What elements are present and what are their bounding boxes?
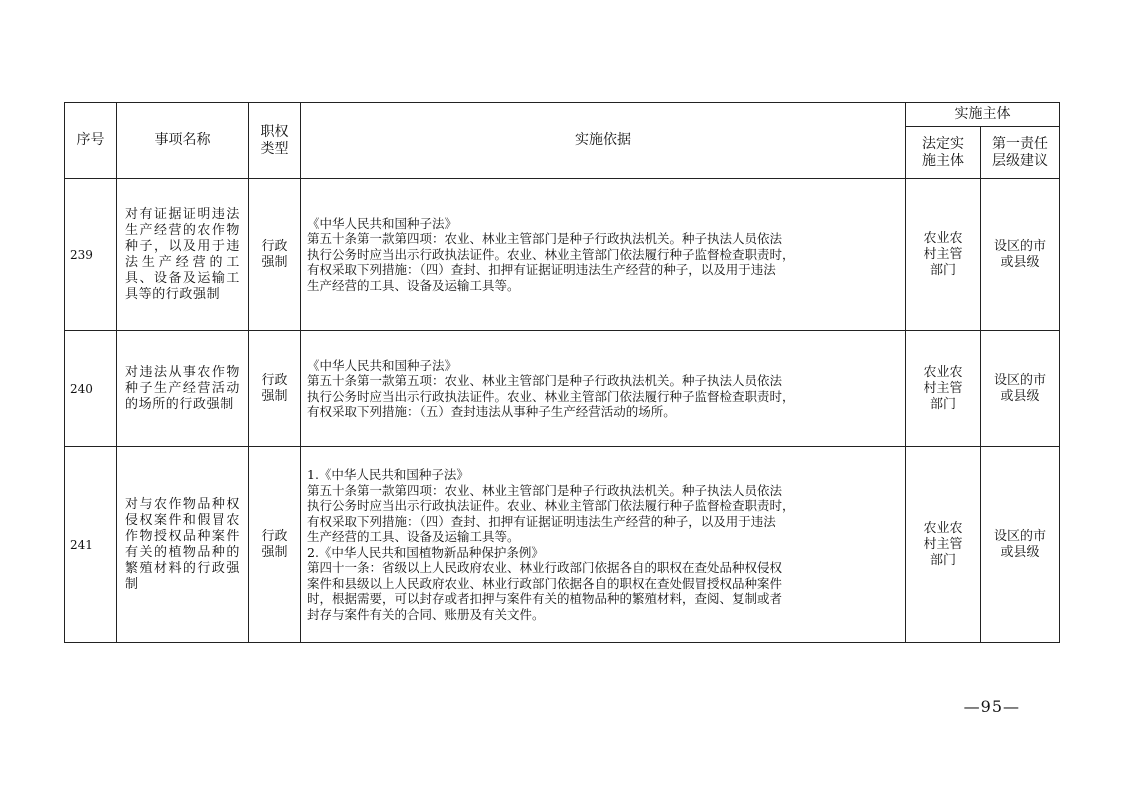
header-subject-group: 实施主体 bbox=[906, 103, 1060, 127]
basis-line: 《中华人民共和国种子法》 bbox=[307, 357, 458, 373]
basis-text bbox=[301, 331, 906, 447]
row-number: 240 bbox=[65, 331, 117, 447]
legal-subject: 农业农村主管部门 bbox=[906, 331, 981, 447]
power-type: 行政强制 bbox=[249, 331, 301, 447]
power-type: 行政强制 bbox=[249, 179, 301, 331]
basis-line: 2.《中华人民共和国植物新品种保护条例》 bbox=[307, 544, 544, 560]
first-level: 设区的市或县级 bbox=[981, 179, 1060, 331]
table-row bbox=[65, 447, 1060, 643]
legal-subject: 农业农村主管部门 bbox=[906, 447, 981, 643]
basis-line: 1.《中华人民共和国种子法》 bbox=[307, 467, 469, 482]
basis-line: 封存与案件有关的合同、账册及有关文件。 bbox=[307, 606, 545, 622]
power-type: 行政强制 bbox=[249, 447, 301, 643]
basis-line: 第四十一条：省级以上人民政府农业、林业行政部门依据各自的职权在查处品种权侵权 bbox=[307, 560, 783, 575]
table-header-row bbox=[65, 103, 1060, 127]
basis-line: 有权采取下列措施：（五）查封违法从事种子生产经营活动的场所。 bbox=[307, 404, 676, 419]
header-item-name: 事项名称 bbox=[117, 103, 249, 179]
legal-subject: 农业农村主管部门 bbox=[906, 179, 981, 331]
item-name: 对有证据证明违法生产经营的农作物种子，以及用于违法生产经营的工具、设备及运输工具等的行政强制 bbox=[117, 179, 249, 331]
basis-line: 执行公务时应当出示行政执法证件。农业、林业主管部门依法履行种子监督检查职责时， bbox=[307, 246, 795, 262]
header-basis: 实施依据 bbox=[301, 103, 906, 179]
basis-line: 有权采取下列措施：（四）查封、扣押有证据证明违法生产经营的种子，以及用于违法 bbox=[307, 513, 776, 529]
first-level: 设区的市或县级 bbox=[981, 331, 1060, 447]
header-number: 序号 bbox=[65, 103, 117, 179]
basis-line: 案件和县级以上人民政府农业、林业行政部门依据各自的职权在查处假冒授权品种案件 bbox=[307, 575, 783, 591]
basis-line: 第五十条第一款第四项：农业、林业主管部门是种子行政执法机关。种子执法人员依法 bbox=[307, 482, 783, 498]
basis-line: 有权采取下列措施：（四）查封、扣押有证据证明违法生产经营的种子，以及用于违法 bbox=[307, 262, 776, 278]
item-name: 对与农作物品种权侵权案件和假冒农作物授权品种案件有关的植物品种的繁殖材料的行政强制 bbox=[117, 447, 249, 643]
header-first-level: 第一责任 层级建议 bbox=[981, 127, 1060, 179]
page-number: —95— bbox=[963, 697, 1020, 716]
basis-line: 生产经营的工具、设备及运输工具等。 bbox=[307, 277, 520, 293]
basis-line: 生产经营的工具、设备及运输工具等。 bbox=[307, 529, 520, 544]
row-number: 241 bbox=[65, 447, 117, 643]
basis-line: 第五十条第一款第五项：农业、林业主管部门是种子行政执法机关。种子执法人员依法 bbox=[307, 373, 783, 388]
basis-line: 时，根据需要，可以封存或者扣押与案件有关的植物品种的繁殖材料，查阅、复制或者 bbox=[307, 591, 783, 606]
basis-line: 执行公务时应当出示行政执法证件。农业、林业主管部门依法履行种子监督检查职责时， bbox=[307, 498, 795, 513]
header-legal-subject: 法定实 施主体 bbox=[906, 127, 981, 179]
row-number: 239 bbox=[65, 179, 117, 331]
authority-table bbox=[64, 102, 1060, 643]
table-row bbox=[65, 179, 1060, 331]
basis-line: 《中华人民共和国种子法》 bbox=[307, 215, 458, 231]
item-name: 对违法从事农作物种子生产经营活动的场所的行政强制 bbox=[117, 331, 249, 447]
basis-text bbox=[301, 447, 906, 643]
header-power-type: 职权 类型 bbox=[249, 103, 301, 179]
basis-text bbox=[301, 179, 906, 331]
table-row bbox=[65, 331, 1060, 447]
basis-line: 第五十条第一款第四项：农业、林业主管部门是种子行政执法机关。种子执法人员依法 bbox=[307, 231, 783, 247]
first-level: 设区的市或县级 bbox=[981, 447, 1060, 643]
basis-line: 执行公务时应当出示行政执法证件。农业、林业主管部门依法履行种子监督检查职责时， bbox=[307, 388, 795, 404]
